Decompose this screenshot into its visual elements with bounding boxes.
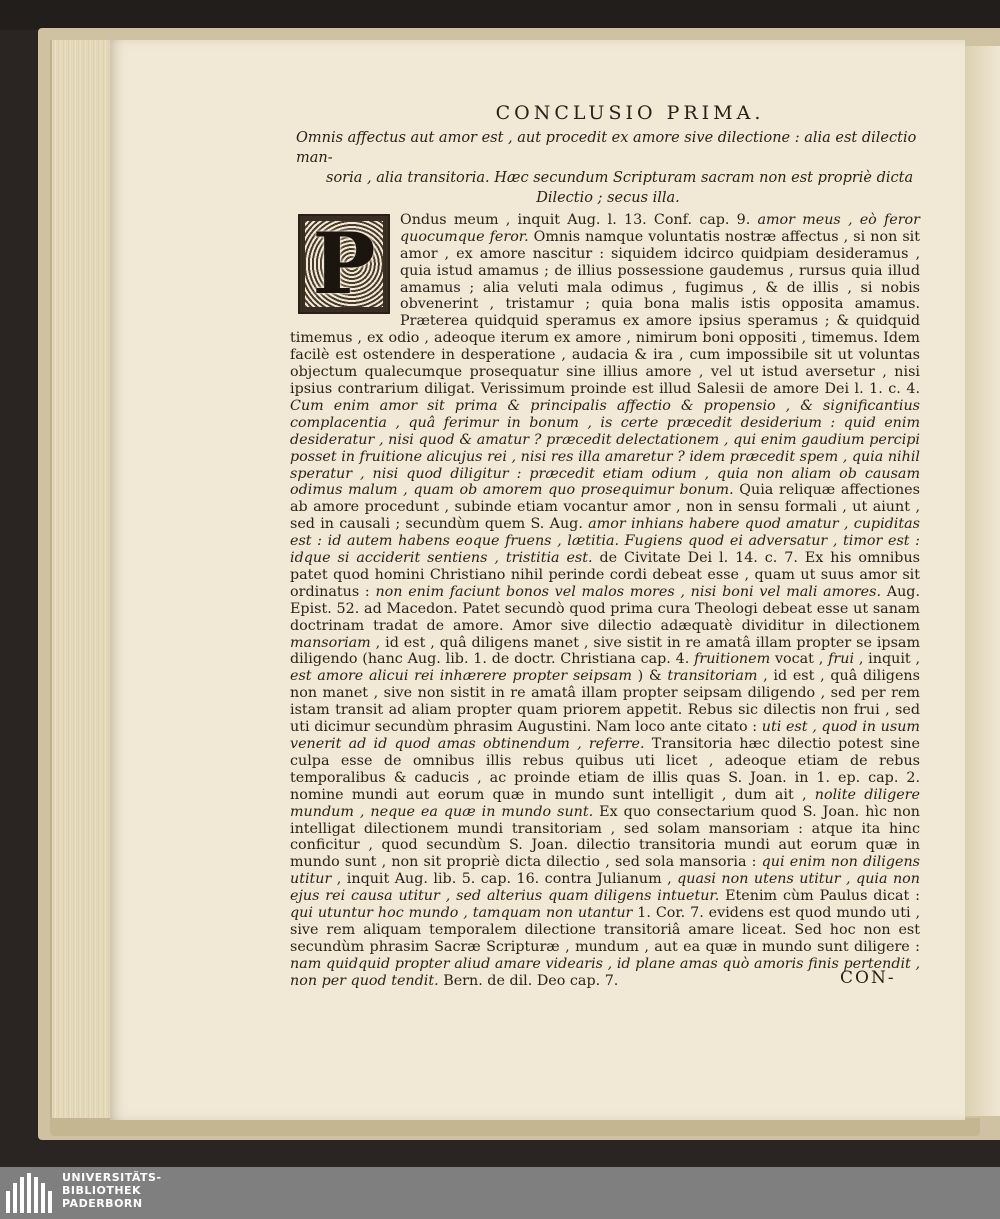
quoted-text: non enim faciunt bonos vel malos mores , nisi boni vel mali amores. (375, 583, 882, 600)
body-paragraph (290, 212, 920, 989)
library-footer (0, 1167, 1000, 1219)
initial-letter: P (312, 213, 376, 313)
library-name-line-1: UNIVERSITÄTS- (62, 1171, 162, 1184)
body-text-segment: de Civitate Dei l. 14. c. 7. Ex his omnibus patet quod homini Christiano nihil perinde cordi debeat esse , quam ut suus amor sit ordinatus : (290, 550, 920, 600)
body-text-segment: vocat , (770, 651, 829, 668)
body-text-segment: Aug. Epist. 52. ad Macedon. Patet secundò quod prima cura Theologi debeat esse ut sanam doctrinam tradat de amore. Amor sive dilectio adæquatè dividitur in dilectionem (290, 583, 920, 634)
quoted-text: transitoriam (667, 668, 758, 685)
catchword: CON- (840, 968, 896, 988)
body-text-segment: , inquit , (854, 651, 921, 668)
library-name-line-3: PADERBORN (62, 1197, 143, 1210)
body-text-segment: , id est , quâ diligens manet , sive sistit in re amatâ illam propter se ipsam diligendo (hanc Aug. lib. 1. de doctr. Christiana cap. 4. (290, 634, 920, 668)
body-text-segment: Etenim cùm Paulus dicat : (719, 888, 920, 905)
body-text-segment: Omnis namque voluntatis nostræ affectus , si non sit amor , ex amore nascitur : siquidem idcirco quidpiam desideramus , quia istud amamus ; de illius possessione gaudemus , rursus quia illud amamus ; alia veluti mala odimus , fugimus , & de illis , si nobis obvenerint , tristamur ; quia bona malis istis opposita amamus. Præterea quidquid speramus ex amore ipsius speramus ; & quidquid timemus , ex odio , adeoque iterum ex amore , nimirum boni oppositi , timemus. Idem facilè est ostendere in desperatione , audacia & ira , cum impossibile sit ut voluntas objectum qualecumque prosequatur sine illius amore , vel ut istud aversetur , nisi ipsius contrarium diligat. Verissimum proinde est illud Salesii de amore Dei l. 1. c. 4. (290, 228, 920, 397)
body-text-segment: 1. Cor. 7. evidens est quod mundo uti , sive rem aliquam temporalem dilectione transitoriâ amare liceat. Sed hoc non est secundùm phrasim Sacræ Scripturæ , mundum , aut ea quæ in mundo sunt diligere : (290, 905, 920, 955)
body-text-segment: ) & (631, 668, 668, 685)
summary-line-2: soria , alia transitoria. Hæc secundum Scripturam sacram non est propriè dicta (326, 169, 914, 186)
body-text-segment: Ondus meum , inquit Aug. l. 13. Conf. cap. 9. (400, 211, 758, 228)
quoted-text: uti est , quod in usum venerit ad id quod amas obtinendum , referre. (290, 719, 920, 752)
quoted-text: qui enim non diligens utitur (290, 854, 920, 888)
page-content (290, 102, 921, 990)
quoted-text: quasi non utens utitur , quia non ejus rei causa utitur , sed alterius quam diligens intuetur. (290, 871, 920, 905)
decorated-initial (298, 214, 390, 314)
quoted-text: fruitionem (694, 651, 771, 668)
library-logo-icon (6, 1173, 54, 1213)
body-text-segment: , id est , quâ diligens non manet , sive non sistit in re amatâ illam propter seipsam diligendo , sed per rem istam transit ad aliam propter quam priorem appetit. Rebus sic dilectis non frui , sed uti dicimur secundùm phrasim Augustini. Nam loco ante citato : (290, 668, 920, 736)
library-name-line-2: BIBLIOTHEK (62, 1184, 142, 1197)
body-text-segment: Bern. de dil. Deo cap. 7. (438, 972, 619, 989)
book-bottom-edge (50, 1118, 980, 1136)
page-title: CONCLUSIO PRIMA. (495, 102, 765, 124)
body-text-segment: Transitoria hæc dilectio potest sine culpa esse de omnibus illis rebus quibus uti licet , adeoque etiam de rebus temporalibus & caducis , ac proinde etiam de illis quas S. Joan. in 1. ep. cap. 2. nomine mundi aut eorum quæ in mundo sunt intelligit , dum ait , (290, 736, 920, 803)
quoted-text: amor meus , eò feror quocumque feror. (400, 211, 921, 245)
body-text (290, 212, 920, 990)
quoted-text: qui utuntur hoc mundo , tamquam non utantur (290, 905, 633, 922)
quoted-text: mansoriam (290, 634, 371, 651)
conclusion-summary (290, 128, 920, 208)
body-text-segment: Quia reliquæ affectiones ab amore procedunt , subinde etiam vocantur amor , non in sensu formali , ut aiunt , sed in causali ; secundùm quem S. Aug. (290, 482, 920, 533)
quoted-text: amor inhians habere quod amatur , cupiditas est : id autem habens eoque fruens , lætitia. Fugiens quod ei adversatur , timor est : idque si acciderit sentiens , tristitia est. (290, 516, 920, 567)
summary-line-1: Omnis affectus aut amor est , aut procedit ex amore sive dilectione : alia est dilectio man- (296, 129, 917, 166)
quoted-text: Cum enim amor sit prima & principalis affectio & propensio , & significantius complacentia , quâ ferimur in bonum , is certe præcedit desiderium : quid enim desideratur , nisi quod & amatur ? præcedit delectationem , qui enim gaudium percipi posset in fruitione alicujus rei , nisi res illa amaretur ? idem præcedit spem , quia nihil speratur , nisi quod diligitur : præcedit etiam odium , quia non aliam ob causam odimus malum , quam ob amorem quo prosequimur bonum. (290, 397, 920, 499)
library-name (62, 1171, 162, 1210)
quoted-text: est amore alicui rei inhærere propter seipsam (290, 668, 632, 685)
summary-line-3: Dilectio ; secus illa. (536, 189, 680, 206)
facing-page-edge (965, 46, 1000, 1116)
body-text-segment: , inquit Aug. lib. 5. cap. 16. contra Julianum , (331, 871, 678, 888)
quoted-text: nolite diligere mundum , neque ea quæ in mundo sunt. (290, 786, 920, 820)
scan-background-top (0, 0, 1000, 30)
quoted-text: frui (828, 651, 855, 668)
quoted-text: nam quidquid propter aliud amare videaris , id plane amas quò amoris finis pertendit , non per quod tendit. (290, 955, 920, 989)
body-text-segment: Ex quo consectarium quod S. Joan. hìc non intelligat dilectionem mundi transitoriam , sed solam mansoriam : atque ita hinc conficitur , quod secundùm S. Joan. dilectio transitoria mundi aut eorum quæ in mundo sunt , non sit propriè dicta dilectio , sed sola mansoria : (290, 803, 921, 871)
